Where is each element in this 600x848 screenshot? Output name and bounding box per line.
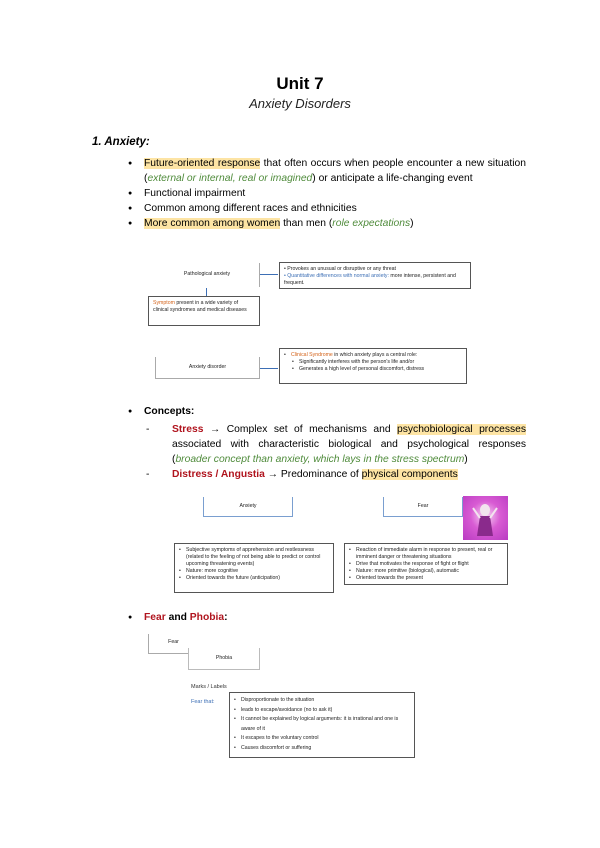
fear-that-label: Fear that: — [191, 699, 215, 705]
highlight-text: More common among women — [144, 218, 281, 229]
anxiety-node: Anxiety — [203, 497, 293, 517]
list-item: - Stress → Complex set of mechanisms and psychobiological processes associated with characteristic biological and psychological responses (broader concept than anxiety, which lays in the stress spectrum) — [146, 422, 526, 467]
arrow-down — [206, 288, 207, 296]
list-item: ● Common among different races and ethnicities — [128, 201, 526, 216]
page-subtitle: Anxiety Disorders — [249, 96, 351, 111]
arrow-right — [260, 368, 278, 369]
fear-phobia-heading: ● Fear and Phobia: — [128, 612, 228, 623]
list-item: ● Future-oriented response that often occurs when people encounter a new situation (external or internal, real or imagined) or anticipate a life-changing event — [128, 156, 526, 186]
arrow-right — [260, 274, 278, 275]
list-item: - Distress / Angustia → Predominance of physical components — [146, 467, 526, 482]
clinical-syndrome-box: • Clinical Syndrome in which anxiety plays a central role: • Significantly interferes with the person's life and/or • Generates a high level of personal discomfort, distress — [279, 348, 467, 384]
phobia-node: Phobia — [188, 648, 260, 670]
list-item: ● More common among women than men (role expectations) — [128, 216, 526, 231]
section-heading-anxiety: 1. Anxiety: — [92, 136, 150, 148]
phobia-criteria-box: • Disproportionate to the situation • leads to escape/avoidance (no to ask it) • It cannot be explained by logical arguments: it is irrational and one is aware of it • It escapes to the voluntary control • Causes discomfort or suffering — [229, 692, 415, 758]
fear-traits-box: • Reaction of immediate alarm in response to present, real or imminent danger or threatening situations • Drive that motivates the response of fight or flight • Nature: more primitive (biological), automatic • Oriented towards the present — [344, 543, 508, 585]
symptom-box: Symptom present in a wide variety of clinical syndromes and medical diseases — [148, 296, 260, 326]
anxiety-bullet-list — [128, 156, 526, 231]
screaming-figure-icon — [463, 496, 508, 540]
pathological-anxiety-node: Pathological anxiety — [155, 263, 260, 287]
highlight-text: Future-oriented response — [144, 158, 261, 169]
list-item: ● Functional impairment — [128, 186, 526, 201]
page-title: Unit 7 — [276, 74, 324, 93]
phobic-label: Marks / Labels — [191, 684, 227, 690]
concepts-list — [146, 422, 526, 482]
anxiety-disorder-node: Anxiety disorder — [155, 357, 260, 379]
fear-illustration-image — [463, 496, 508, 540]
pathological-anxiety-description: • Provokes an unusual or disruptive or any threat • Quantitative differences with normal anxiety: more intense, persistent and frequent. — [279, 262, 471, 289]
concepts-heading: ● Concepts: — [128, 406, 195, 417]
fear-node: Fear — [148, 634, 198, 654]
anxiety-traits-box: • Subjective symptoms of apprehension and restlessness (related to the feeling of not being able to predict or control upcoming threatening events) • Nature: more cognitive • Oriented towards the future (anticipation) — [174, 543, 334, 593]
fear-node: Fear — [383, 497, 463, 517]
